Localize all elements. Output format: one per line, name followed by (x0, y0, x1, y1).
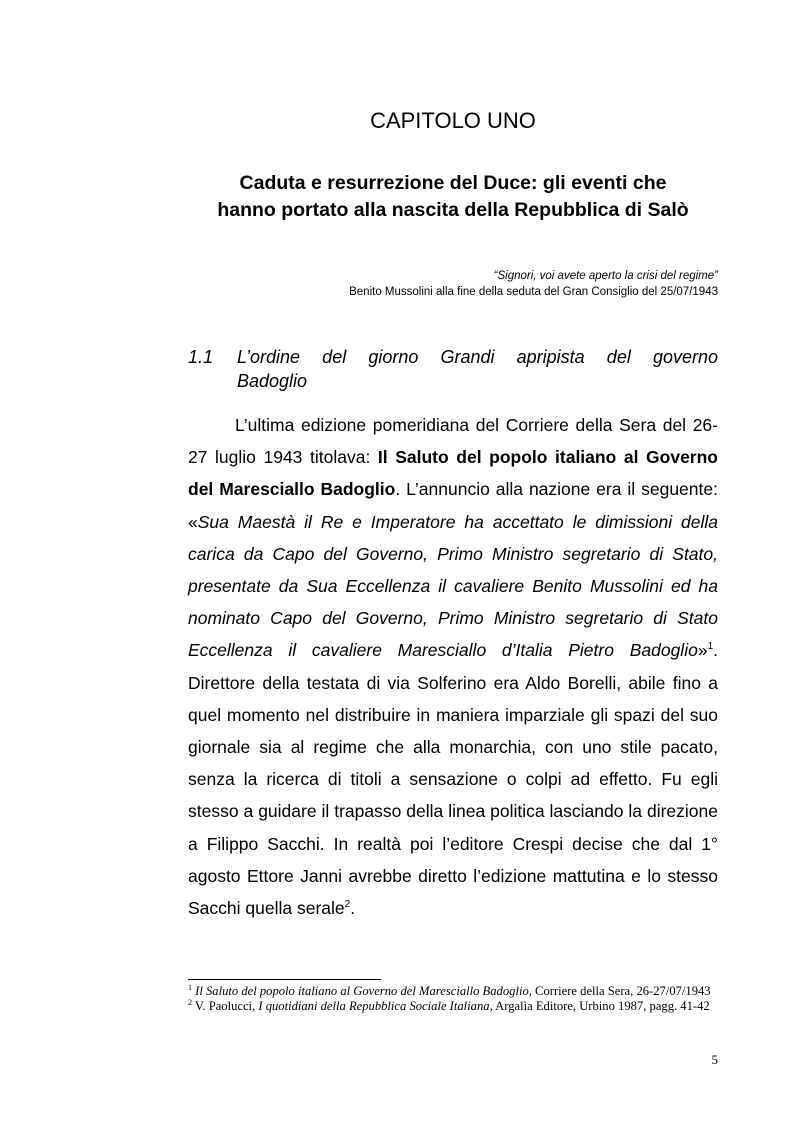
headline-bold: Il Saluto del popolo italiano al Governo del Maresciallo Badoglio (188, 447, 718, 500)
footnote-ref-2[interactable]: 2 (344, 899, 351, 911)
epigraph-quote: “Signori, voi avete aperto la crisi del regime” (493, 270, 718, 282)
close-quote-mark: » (697, 640, 708, 661)
section-heading (188, 345, 718, 393)
footnote-2-source: , Argalìa Editore, Urbino 1987, pagg. 41-42 (489, 999, 710, 1013)
body-announcement: . L’annuncio alla nazione era il seguente: « (188, 479, 718, 532)
section-title-line-2: Badoglio (237, 371, 308, 391)
footnote-1-title: Il Saluto del popolo italiano al Governo del Maresciallo Badoglio (195, 984, 529, 998)
footnote-marker-1: 1 (188, 982, 192, 992)
section-title (237, 345, 718, 393)
footnote-1-source: , Corriere della Sera, 26-27/07/1943 (528, 984, 711, 998)
footnote-ref-1[interactable]: 1 (707, 641, 714, 653)
royal-announcement-quote: Sua Maestà il Re e Imperatore ha accettato le dimissioni della carica da Capo del Governo, Primo Ministro segretario di Stato, presentate da Sua Eccellenza il cavaliere Benito Mussolini ed ha nominato Capo del Governo, Primo Ministro segretario di Stato Eccellenza il cavaliere Maresciallo d’Italia Pietro Badoglio (188, 511, 718, 661)
body-continuation: . Direttore della testata di via Solferino era Aldo Borelli, abile fino a quel momento nel distribuire in maniera imparziale gli spazi del suo giornale sia al regime che alla monarchia, con uno stile pacato, senza la ricerca di titoli a sensazione o colpi ad effetto. Fu egli stesso a guidare il trapasso della linea politica lasciando la direzione a Filippo Sacchi. In realtà poi l’editore Crespi decise che dal 1° agosto Ettore Janni avrebbe diretto l’edizione mattutina e lo stesso Sacchi quella serale (188, 640, 718, 919)
body-intro: L’ultima edizione pomeridiana del Corriere della Sera del 26-27 luglio 1943 titolava: (188, 415, 718, 468)
epigraph (188, 268, 718, 300)
chapter-title: CAPITOLO UNO (370, 108, 536, 133)
section-title-line-1: L’ordine del giorno Grandi apripista del governo (237, 347, 718, 367)
footnote-2-title: I quotidiani della Repubblica Sociale Italiana (258, 999, 490, 1013)
footnote-divider (188, 979, 381, 980)
page-number: 5 (711, 1052, 718, 1067)
footnotes (188, 984, 718, 1014)
footnote-2-author: V. Paolucci, (194, 999, 259, 1013)
section-number: 1.1 (188, 347, 214, 367)
footnote-2 (188, 999, 718, 1014)
body-paragraph (188, 409, 718, 924)
chapter-subtitle (188, 170, 718, 224)
subtitle-line-1: Caduta e resurrezione del Duce: gli eventi che (239, 172, 667, 194)
footnote-1 (188, 984, 718, 999)
epigraph-attribution: Benito Mussolini alla fine della seduta del Gran Consiglio del 25/07/1943 (349, 286, 718, 298)
body-end: . (350, 898, 356, 919)
footnote-marker-2: 2 (188, 997, 192, 1007)
subtitle-line-2: hanno portato alla nascita della Repubblica di Salò (217, 199, 689, 221)
